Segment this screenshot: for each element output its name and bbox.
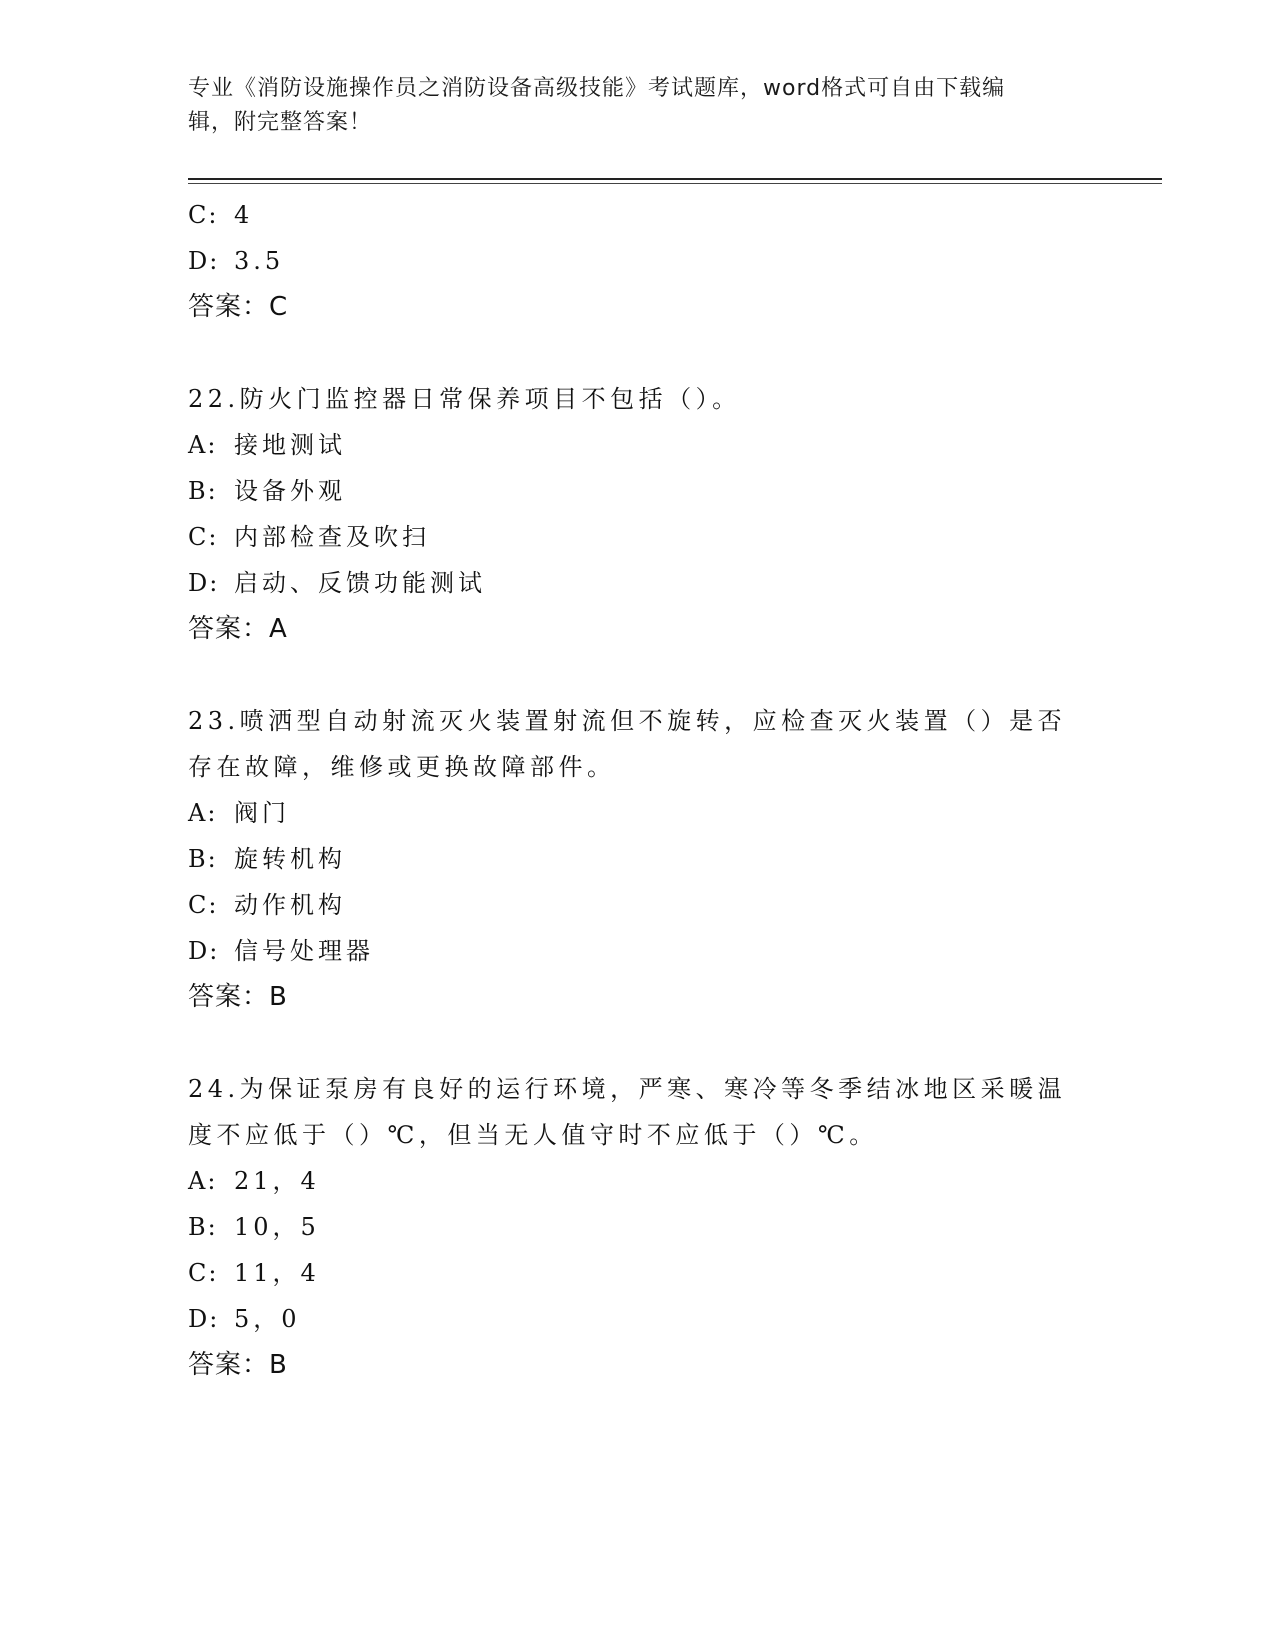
header-divider bbox=[188, 178, 1162, 180]
option-a: A: 接地测试 bbox=[188, 431, 346, 459]
option-a: A: 21，4 bbox=[188, 1167, 320, 1195]
question-stem-line-1: 23.喷洒型自动射流灭火装置射流但不旋转，应检查灭火装置（）是否 bbox=[188, 707, 1067, 735]
option-b: B: 设备外观 bbox=[188, 477, 346, 505]
option-b: B: 10，5 bbox=[188, 1213, 320, 1241]
answer: 答案：B bbox=[188, 982, 288, 1012]
option-d: D: 信号处理器 bbox=[188, 937, 374, 965]
spacer bbox=[188, 652, 1088, 698]
question-22 bbox=[188, 376, 1088, 652]
question-stem-line-2: 度不应低于（）℃，但当无人值守时不应低于（）℃。 bbox=[188, 1121, 878, 1149]
prev-question-tail bbox=[188, 192, 1088, 330]
option-a: A: 阀门 bbox=[188, 799, 290, 827]
header-line-2: 辑，附完整答案！ bbox=[188, 110, 373, 135]
question-23 bbox=[188, 698, 1088, 1020]
option-c: C: 4 bbox=[188, 201, 254, 229]
option-d: D: 5，0 bbox=[188, 1305, 301, 1333]
question-stem-line-1: 24.为保证泵房有良好的运行环境，严寒、寒冷等冬季结冰地区采暖温 bbox=[188, 1075, 1067, 1103]
option-c: C: 内部检查及吹扫 bbox=[188, 523, 430, 551]
document-header bbox=[188, 72, 1088, 140]
option-d: D: 启动、反馈功能测试 bbox=[188, 569, 486, 597]
option-b: B: 旋转机构 bbox=[188, 845, 346, 873]
question-stem-line-2: 存在故障，维修或更换故障部件。 bbox=[188, 753, 616, 781]
question-24 bbox=[188, 1066, 1088, 1388]
answer: 答案：B bbox=[188, 1350, 288, 1380]
question-stem: 22.防火门监控器日常保养项目不包括（）。 bbox=[188, 385, 741, 413]
header-divider-thin bbox=[188, 183, 1162, 184]
question-list bbox=[188, 192, 1088, 1388]
spacer bbox=[188, 330, 1088, 376]
option-c: C: 动作机构 bbox=[188, 891, 346, 919]
answer: 答案：C bbox=[188, 292, 289, 322]
option-c: C: 11，4 bbox=[188, 1259, 320, 1287]
answer: 答案：A bbox=[188, 614, 288, 644]
header-line-1: 专业《消防设施操作员之消防设备高级技能》考试题库，word格式可自由下载编 bbox=[188, 76, 1006, 101]
option-d: D: 3.5 bbox=[188, 247, 285, 275]
spacer bbox=[188, 1020, 1088, 1066]
